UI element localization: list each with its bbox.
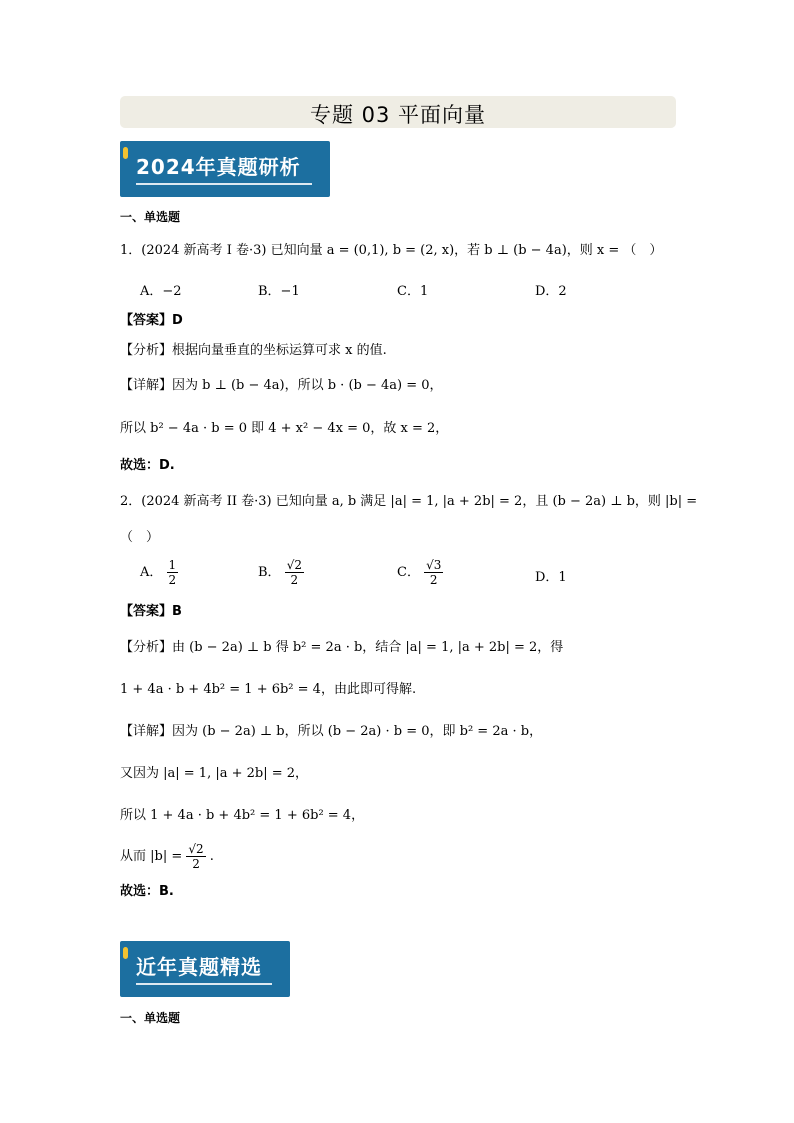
q2-detail-4-suffix: .	[209, 849, 214, 864]
section-heading: 一、单选题	[120, 1011, 181, 1025]
q2-detail-2: 又因为 |a| = 1, |a + 2b| = 2，	[120, 766, 309, 781]
q2-option-d: D．1	[535, 570, 567, 585]
q2-analysis-1: 【分析】由 (b − 2a) ⊥ b 得 b² = 2a · b，结合 |a| = 1, |a + 2b| = 2，得	[120, 640, 564, 655]
q2-detail-4-prefix: 从而 |b| =	[120, 849, 187, 864]
q2-conclusion: 故选：B.	[120, 884, 174, 899]
q1-option-b: B．−1	[258, 284, 300, 299]
q2-stem: 2．(2024 新高考 II 卷·3) 已知向量 a, b 满足 |a| = 1, |a + 2b| = 2，且 (b − 2a) ⊥ b，则 |b| =	[120, 494, 698, 509]
q2-option-c	[397, 558, 443, 587]
section-banner-2024	[120, 141, 330, 197]
q1-conclusion: 故选：D.	[120, 458, 175, 473]
q1-analysis: 【分析】根据向量垂直的坐标运算可求 x 的值.	[120, 343, 387, 358]
section-banner-recent	[120, 941, 290, 997]
q1-option-c: C．1	[397, 284, 429, 299]
fraction-denominator: 2	[168, 573, 177, 587]
q2-detail-4	[120, 842, 214, 871]
q1-option-a: A．−2	[140, 284, 182, 299]
q2-option-c-fraction	[424, 558, 443, 587]
banner-title: 2024年真题研析	[136, 155, 301, 179]
fraction-denominator: 2	[429, 573, 438, 587]
page-title: 专题 03 平面向量	[309, 103, 487, 127]
fraction-numerator: √3	[426, 558, 442, 572]
banner-tab-marker	[123, 947, 128, 959]
q2-option-b-label: B．	[258, 565, 281, 580]
q2-detail-1: 【详解】因为 (b − 2a) ⊥ b，所以 (b − 2a) · b = 0，即 b² = 2a · b，	[120, 724, 543, 739]
q2-stem-bracket: （ ）	[120, 530, 160, 545]
q1-option-d: D．2	[535, 284, 567, 299]
q2-option-c-label: C．	[397, 565, 420, 580]
section-heading: 一、单选题	[120, 210, 181, 224]
q2-option-a	[140, 558, 178, 587]
q2-option-a-label: A．	[140, 565, 163, 580]
q2-answer: 【答案】B	[120, 604, 182, 619]
banner-underline	[136, 983, 272, 985]
q2-option-a-fraction	[167, 558, 179, 587]
q1-detail-1: 【详解】因为 b ⊥ (b − 4a)，所以 b · (b − 4a) = 0，	[120, 378, 443, 393]
q2-detail-3: 所以 1 + 4a · b + 4b² = 1 + 6b² = 4，	[120, 808, 365, 823]
q1-answer: 【答案】D	[120, 313, 183, 328]
q1-detail-2: 所以 b² − 4a · b = 0 即 4 + x² − 4x = 0，故 x = 2，	[120, 421, 449, 436]
fraction-numerator: 1	[168, 558, 177, 572]
q1-stem: 1．(2024 新高考 I 卷·3) 已知向量 a = (0,1), b = (2, x)，若 b ⊥ (b − 4a)，则 x = （ ）	[120, 243, 663, 258]
banner-tab-marker	[123, 147, 128, 159]
fraction-denominator: 2	[290, 573, 299, 587]
fraction-numerator: √2	[188, 842, 204, 856]
q2-analysis-2: 1 + 4a · b + 4b² = 1 + 6b² = 4，由此即可得解.	[120, 682, 417, 697]
title-bar	[120, 96, 676, 128]
q2-option-b-fraction	[285, 558, 304, 587]
q2-option-b	[258, 558, 304, 587]
fraction-numerator: √2	[286, 558, 302, 572]
banner-underline	[136, 183, 312, 185]
banner-title: 近年真题精选	[136, 955, 262, 979]
q2-detail-4-fraction	[186, 842, 205, 871]
fraction-denominator: 2	[192, 857, 200, 871]
